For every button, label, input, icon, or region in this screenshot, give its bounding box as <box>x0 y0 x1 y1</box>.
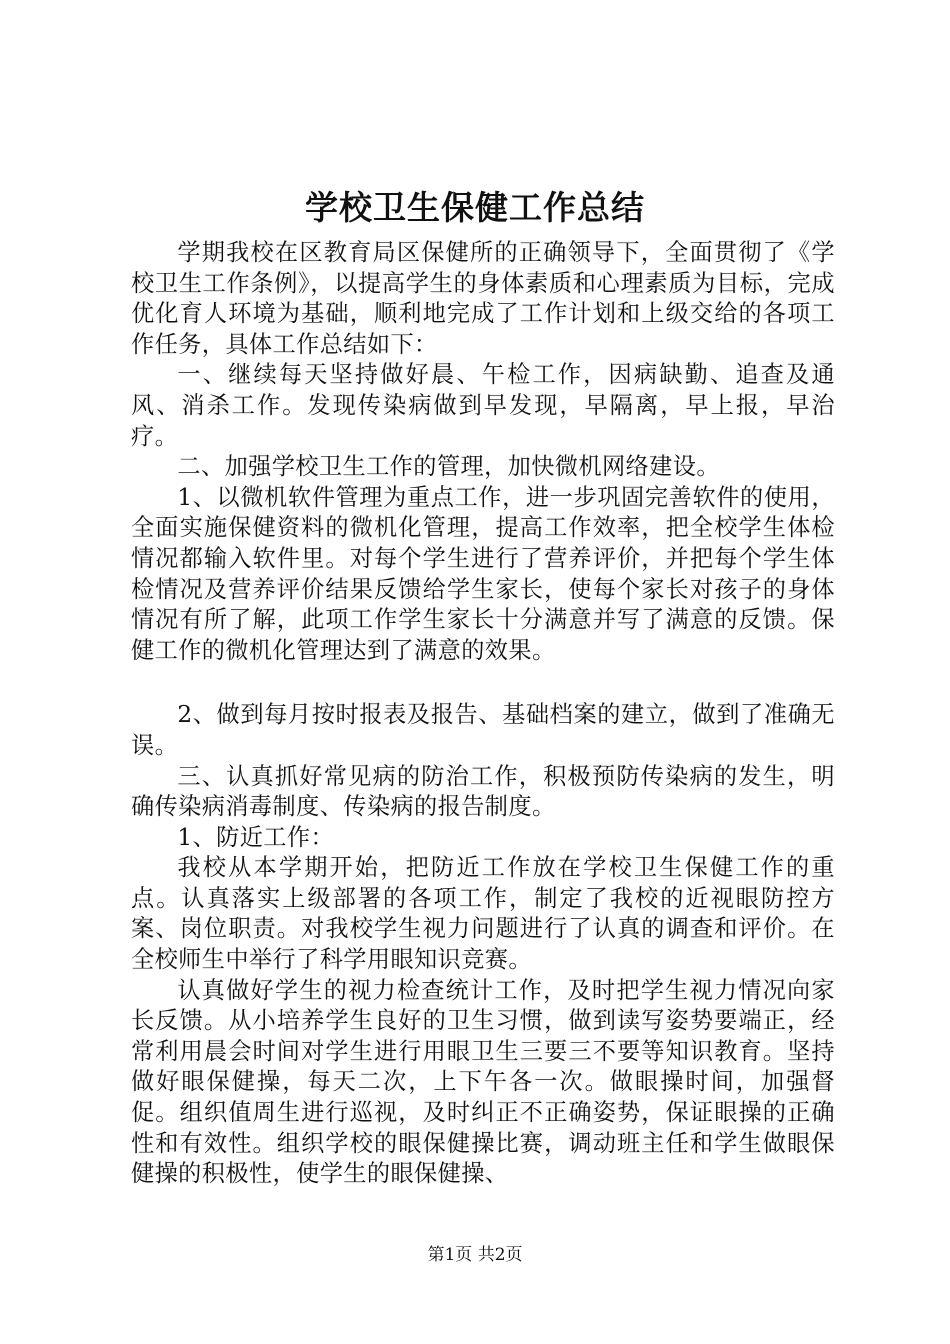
paragraph-vision-check: 认真做好学生的视力检查统计工作，及时把学生视力情况向家长反馈。从小培养学生良好的卫生习惯，做到读写姿势要端正，经常利用晨会时间对学生进行用眼卫生三要三不要等知识教育。坚持做好眼保健操，每天二次，上下午各一次。做眼操时间，加强督促。组织值周生进行巡视，及时纠正不正确姿势，保证眼操的正确性和有效性。组织学校的眼保健操比赛，调动班主任和学生做眼保健操的积极性，使学生的眼保健操、 <box>131 976 835 1188</box>
paragraph-section-3: 三、认真抓好常见病的防治工作，积极预防传染病的发生，明确传染病消毒制度、传染病的报告制度。 <box>131 762 835 821</box>
paragraph-item-3-1: 1、防近工作： <box>177 823 335 851</box>
paragraph-item-2-2: 2、做到每月按时报表及报告、基础档案的建立，做到了准确无误。 <box>131 701 835 759</box>
document-title: 学校卫生保健工作总结 <box>305 188 645 227</box>
paragraph-section-2: 二、加强学校卫生工作的管理，加快微机网络建设。 <box>177 453 720 481</box>
paragraph-myopia-plan: 我校从本学期开始，把防近工作放在学校卫生保健工作的重点。认真落实上级部署的各项工作，制定了我校的近视眼防控方案、岗位职责。对我校学生视力问题进行了认真的调查和评价。在全校师生中举行了科学用眼知识竞赛。 <box>131 854 835 974</box>
paragraph-item-2-1: 1、以微机软件管理为重点工作，进一步巩固完善软件的使用，全面实施保健资料的微机化管理，提高工作效率，把全校学生体检情况都输入软件里。对每个学生进行了营养评价，并把每个学生体检情况及营养评价结果反馈给学生家长，使每个家长对孩子的身体情况有所了解，此项工作学生家长十分满意并写了满意的反馈。保健工作的微机化管理达到了满意的效果。 <box>131 483 835 664</box>
paragraph-intro: 学期我校在区教育局区保健所的正确领导下，全面贯彻了《学校卫生工作条例》，以提高学生的身体素质和心理素质为目标，完成优化育人环境为基础，顺利地完成了工作计划和上级交给的各项工作任务，具体工作总结如下： <box>131 239 835 358</box>
paragraph-section-1: 一、继续每天坚持做好晨、午检工作，因病缺勤、追查及通风、消杀工作。发现传染病做到早发现，早隔离，早上报，早治疗。 <box>131 361 835 450</box>
document-body <box>131 238 835 1190</box>
page-number-footer: 第1页 共2页 <box>427 1245 523 1265</box>
